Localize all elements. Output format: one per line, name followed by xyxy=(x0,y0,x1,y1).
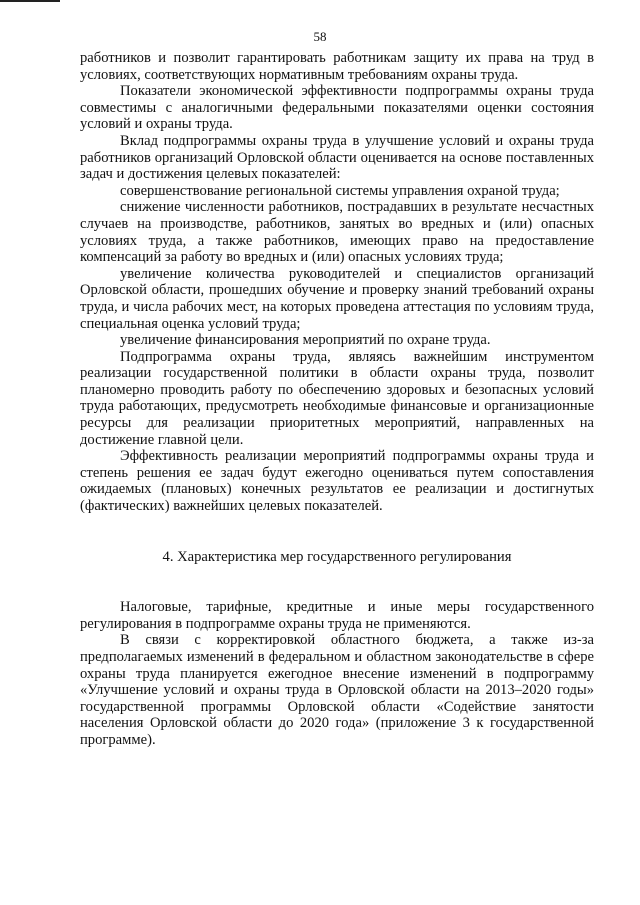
page-body xyxy=(80,50,594,749)
paragraph-item-management-system: совершенствование региональной системы управления охраной труда; xyxy=(120,182,560,199)
section-title: 4. Характеристика мер государственного регулирования xyxy=(162,548,512,565)
paragraph-regulation-measures: Налоговые, тарифные, кредитные и иные меры государственного регулирования в подпрограмме охраны труда не применяются. xyxy=(80,599,594,632)
paragraph-contribution: Вклад подпрограммы охраны труда в улучшение условий и охраны труда работников организаций Орловской области оценивается на основе поставленных задач и достижения целевых показателей: xyxy=(80,132,594,183)
paragraph-continuation: работников и позволит гарантировать работникам защиту их права на труд в условиях, соответствующих нормативным требованиям охраны труда. xyxy=(80,50,594,83)
page-number: 58 xyxy=(313,29,327,44)
paragraph-budget-adjustment: В связи с корректировкой областного бюджета, а также из-за предполагаемых изменений в федеральном и областном законодательстве в сфере охраны труда планируется ежегодное внесение изменений в подпрограмму «Улучшение условий и охраны труда в Орловской области на 2013–2020 годы» государственной программы Орловской области «Содействие занятости населения Орловской области до 2020 года» (приложение 3 к государственной программе). xyxy=(80,632,594,748)
paragraph-item-funding: увеличение финансирования мероприятий по охране труда. xyxy=(120,332,491,349)
paragraph-efficiency-indicators: Показатели экономической эффективности подпрограммы охраны труда совместимы с аналогичными федеральными показателями оценки состояния условий и охраны труда. xyxy=(80,83,594,133)
spacer xyxy=(80,515,594,549)
paragraph-policy-instrument: Подпрограмма охраны труда, являясь важнейшим инструментом реализации государственной политики в области охраны труда, позволит планомерно проводить работу по обеспечению здоровых и безопасных условий труда работающих, предусмотреть необходимые финансовые и организационные ресурсы для реализации приоритетных мероприятий, направленных на достижение главной цели. xyxy=(80,348,594,448)
scan-edge-mark xyxy=(0,0,60,2)
paragraph-item-reduce-injuries: снижение численности работников, пострадавших в результате несчастных случаев на производстве, работников, занятых во вредных и (или) опасных условиях труда, а также работников, имеющих право на предоставление компенсаций за работу во вредных и (или) опасных условиях труда; xyxy=(80,199,594,266)
paragraph-item-training: увеличение количества руководителей и специалистов организаций Орловской области, прошедших обучение и проверку знаний требований охраны труда, и числа рабочих мест, на которых проведена аттестация по условиям труда, специальная оценка условий труда; xyxy=(80,265,594,332)
spacer xyxy=(80,565,594,599)
paragraph-effectiveness: Эффективность реализации мероприятий подпрограммы охраны труда и степень решения ее задач будут ежегодно оцениваться путем сопоставления ожидаемых (плановых) конечных результатов ее реализации и достигнутых (фактических) важнейших целевых показателей. xyxy=(80,448,594,515)
